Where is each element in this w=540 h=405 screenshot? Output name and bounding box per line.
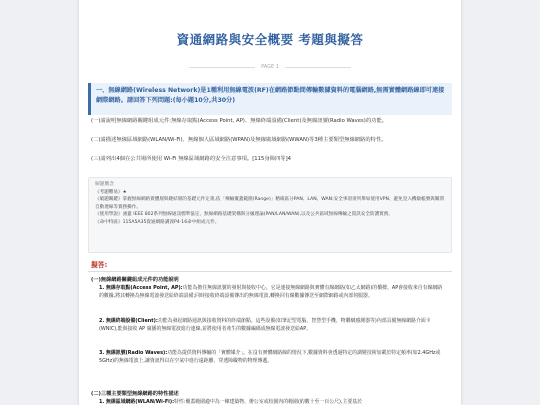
answer-heading: 擬答: xyxy=(91,261,108,269)
sub-question-1: (一)請說明無線網路關鍵組成元件:無線存取點(Access Point, AP)、無線終端設備(Client)及無線訊號(Radio Waves)的功能。 xyxy=(91,118,388,124)
separator-line-right xyxy=(285,67,351,68)
question-heading: 一、無線網路(Wireless Network)是1種利用無線電波(RF)在網路節點間傳輸數據資料的電腦網路,無需實體網路線即可連接網際網路。請回答下列問題:(每小題10分,共30分) xyxy=(88,83,452,115)
answer-item-text: 功能為發起網路通訊與接收資料的終端節點。這些設備(如筆記型電腦、智慧型手機、物聯網感測器等)內部具備無線網路介面卡(WNIC),能與接收 AP 廣播的無線電波進行連線,並將使用者產生的數據編碼成無線電波發送給AP。 xyxy=(99,318,431,332)
answer-item-label: 3. 無線訊號(Radio Waves): xyxy=(99,350,168,356)
hit-line: 《命中特區》115A5A35資通網路講義P4-16命中組成元件。 xyxy=(95,219,220,225)
page-separator xyxy=(189,64,351,70)
answer-item-text: 功能為提供資料傳輸的「實體媒介」。在沒有實體網路線的情況下,數據資料會透過特定的調變技術加載於特定頻率(如2.4GHz或5GHz)的無線電波上,讓資訊得以在空氣中進行遠距離、穿透障礙物的物理傳遞。 xyxy=(99,350,441,364)
answer-section-1-title: (一)無線網路關鍵組成元件的功能說明 xyxy=(91,277,179,283)
analysis-box xyxy=(88,177,452,253)
answer-item-wlan xyxy=(99,399,447,405)
document-page xyxy=(79,0,461,405)
sub-question-2: (二)請描述無線區域網路(WLAN/Wi-Fi)、無線個人區域網路(WPAN)及無線廣域網路(WWAN)等3種主要類型無線網路的特性。 xyxy=(91,137,387,143)
answer-item-text: 功能為擔任無線訊號的發射與接收中心。它是連接無線網路與實體有線網路(如乙太網路)的橋樑。AP會接收來自有線網路的數據,將其轉換為無線電波發送給終端設備;同時接收終端設備傳出的無線電波,轉換回有線數據傳送至網際網路或內部伺服器。 xyxy=(99,285,443,299)
analysis-heading: 解題觀念 xyxy=(95,182,115,187)
answer-item-label: 2. 無線終端設備(Client): xyxy=(99,318,158,324)
answer-item-client xyxy=(99,318,447,333)
theory-line: 《使用學說》涵蓋 IEEE 802系列無線通訊標準協定、無線網路基礎架構與分級理論(PAN/LAN/WAN),以及公共區域無線傳輸之資訊安全防護實務。 xyxy=(95,212,393,217)
answer-divider xyxy=(88,271,452,272)
page-label: PAGE 1 xyxy=(261,64,279,70)
answer-item-ap xyxy=(99,285,447,300)
answer-item-radio xyxy=(99,350,447,365)
answer-section-2-title: (二)三種主要類型無線網路的特性描述 xyxy=(91,391,179,397)
answer-item-label: 1. 無線存取點(Access Point, AP): xyxy=(99,285,183,291)
answer-item-text: 特性:覆蓋範圍適中為一棟建築物、辦公室或校園內的範圍(約數十至一百公尺),主要基於 xyxy=(174,399,363,405)
document-title: 資通網路與安全概要 考題與擬答 xyxy=(176,32,364,47)
key-line: 《破題關鍵》掌握無線網路實體層與鏈結層的基礎元件定義,依「傳輸覆蓋範圍(Range)」精確區分PAN、LAN、WAN;安全事項須列舉如使用VPN、避免登入機敏帳號與關閉自動連線等實務操作。 xyxy=(95,197,445,210)
sub-question-3: (三)請列出4個在公共場所使用 Wi-Fi 無線區域網路的安全注意事項。[115身障四等]4 xyxy=(91,156,292,162)
separator-line-left xyxy=(189,67,255,68)
difficulty-line: 《考題難易》★ xyxy=(95,189,127,195)
answer-item-label: 1. 無線區域網路(WLAN/Wi-Fi): xyxy=(99,399,175,405)
